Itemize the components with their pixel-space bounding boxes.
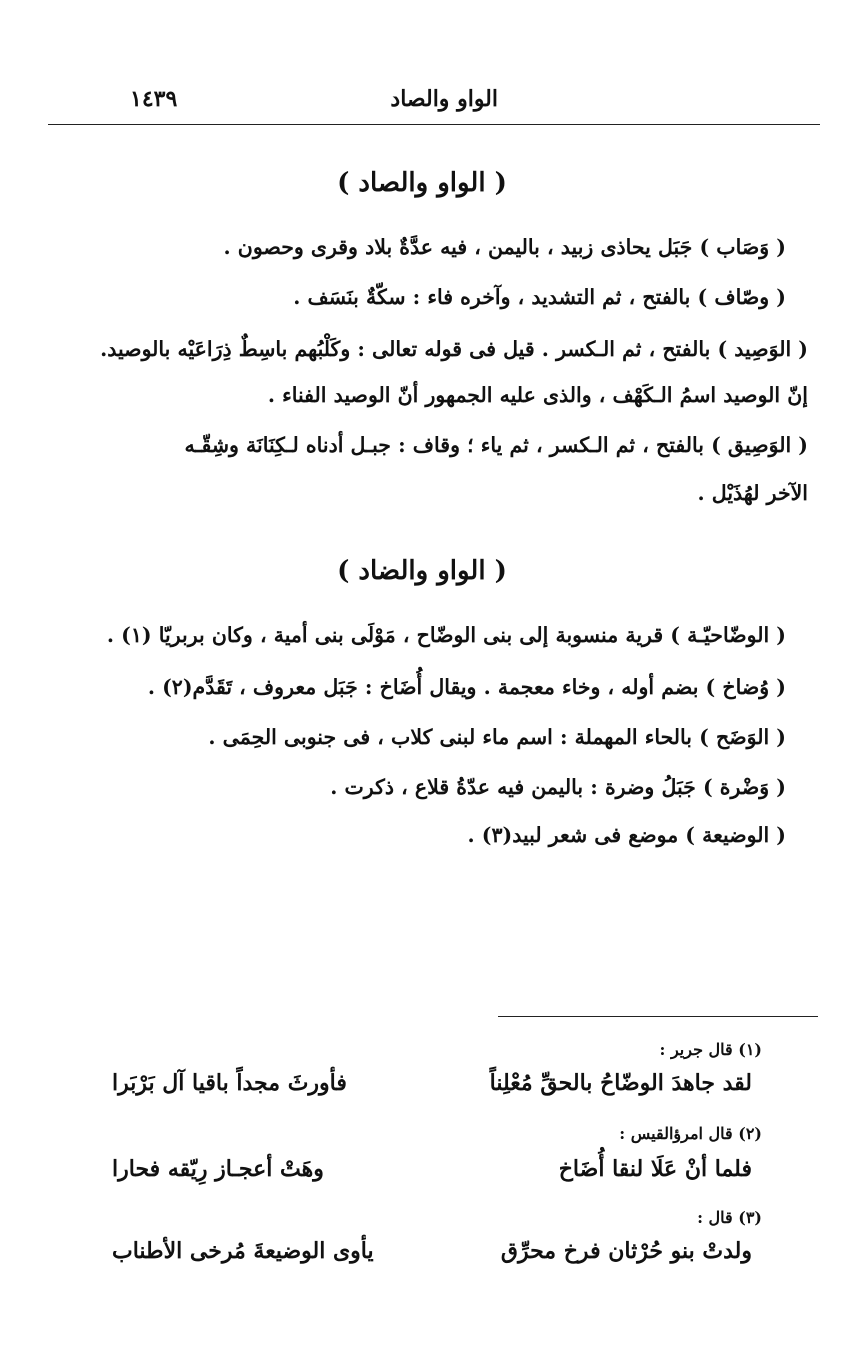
entry-line: الآخر لهُذَيْل .	[697, 481, 808, 505]
verse-first-hemistich: لقد جاهدَ الوضّاحُ بالحقِّ مُعْلِناً	[489, 1070, 752, 1096]
page-number: ١٤٣٩	[130, 86, 178, 112]
verse-second-hemistich: يأوى الوضيعةَ مُرخى الأطناب	[112, 1238, 374, 1264]
entry-line: ( وُضاخ ) بضم أوله ، وخاء معجمة . ويقال أُضَاخ : جَبَل معروف ، تَقَدَّم(٢) .	[147, 675, 786, 699]
entry-line: ( وصّاف ) بالفتح ، ثم التشديد ، وآخره فاء : سكّةٌ بنَسَف .	[293, 285, 786, 309]
entry-line: ( وَصَاب ) جَبَل يحاذى زبيد ، باليمن ، فيه عدَّةٌ بلاد وقرى وحصون .	[223, 235, 786, 259]
verse-first-hemistich: فلما أنْ عَلَا لنقا أُضَاخ	[558, 1156, 752, 1182]
entry-line: ( وَضْرة ) جَبَلُ وضرة : باليمن فيه عدّةُ قلاع ، ذكرت .	[330, 775, 786, 799]
entry-line: ( الوضيعة ) موضع فى شعر لبيد(٣) .	[467, 823, 786, 847]
verse-second-hemistich: وهَتْ أعجـاز رِيّقه فحارا	[112, 1156, 324, 1182]
entry-line: ( الوضّاحيّـة ) قرية منسوبة إلى بنى الوضّاح ، مَوْلَى بنى أمية ، وكان بربريّا (١) .	[106, 623, 786, 647]
footnote-label: (١) قال جرير :	[659, 1040, 762, 1059]
footnote-verse	[112, 1238, 752, 1272]
header-rule	[48, 124, 820, 125]
footnote-rule	[498, 1016, 818, 1017]
verse-first-hemistich: ولدتْ بنو حُرْثان فرخ محرِّق	[500, 1238, 752, 1264]
footnote-label: (٢) قال امرؤالقيس :	[619, 1124, 762, 1143]
section-title: ( الواو والصاد )	[337, 168, 507, 198]
running-title: الواو والصاد	[390, 86, 498, 112]
verse-second-hemistich: فأورثَ مجداً باقيا آل بَرْبَرا	[112, 1070, 347, 1096]
entry-line: ( الوَضَح ) بالحاء المهملة : اسم ماء لبنى كلاب ، فى جنوبى الحِمَى .	[208, 725, 786, 749]
footnote-verse	[112, 1156, 752, 1190]
section-title: ( الواو والضاد )	[337, 556, 507, 586]
entry-line: ( الوَصِيق ) بالفتح ، ثم الـكسر ، ثم ياء ؛ وقاف : جبـل أدناه لـكِنَانَة وشِقّـه	[184, 433, 808, 457]
footnote-verse	[112, 1070, 752, 1104]
entry-line: إنّ الوصيد اسمُ الـكَهْف ، والذى عليه الجمهور أنّ الوصيد الفناء .	[267, 383, 808, 407]
entry-line: ( الوَصِيد ) بالفتح ، ثم الـكسر . قيل فى قوله تعالى : وكَلْبُهم باسِطٌ ذِرَاعَيْه بالوصيد.	[100, 337, 808, 361]
running-header	[48, 86, 820, 120]
footnote-label: (٣) قال :	[697, 1208, 762, 1227]
